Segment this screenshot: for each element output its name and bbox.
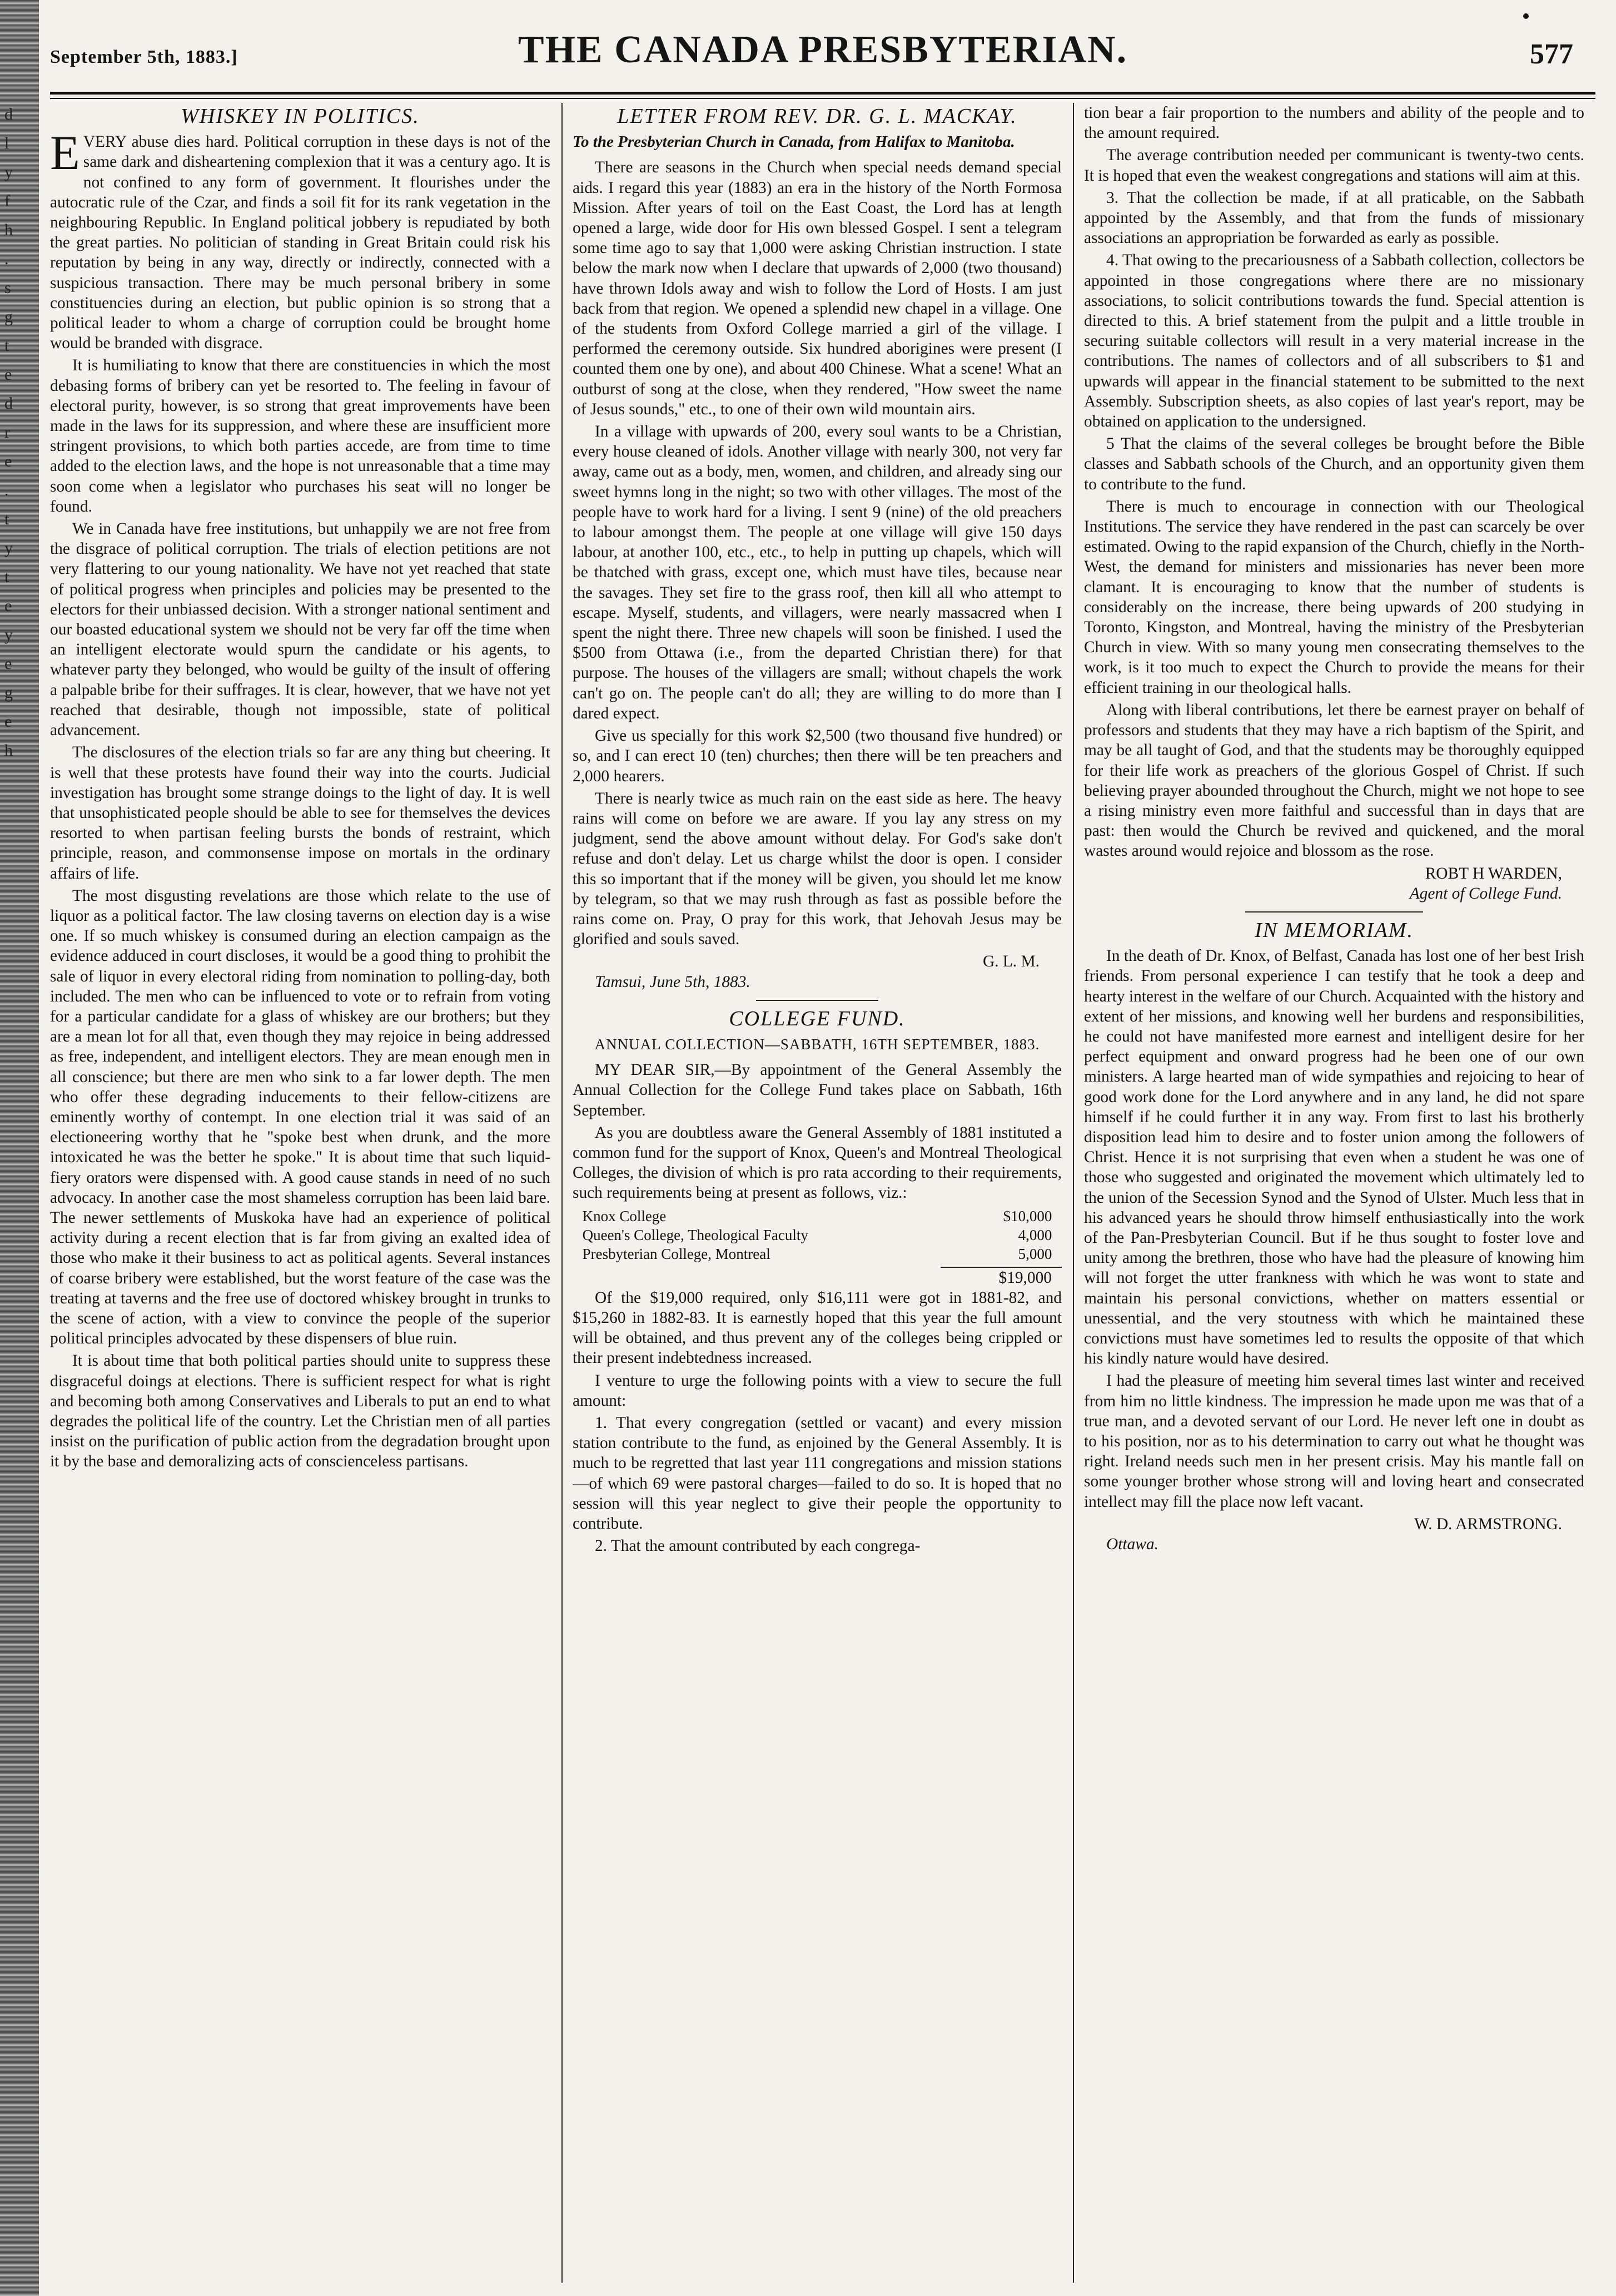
margin-fragment: s — [4, 279, 11, 297]
margin-fragment: h — [4, 221, 13, 239]
table-row — [583, 1226, 1052, 1244]
article-paragraph: I venture to urge the following points with a view to secure the full amount: — [573, 1371, 1062, 1410]
fund-amount: $10,000 — [1003, 1207, 1052, 1224]
article-paragraph: 1. That every congregation (settled or vacant) and every mission station contribute to the fund, as enjoined by the General Assembly. It is much to be regretted that last year 111 congregations and mission stations—of which 69 were pastoral charges—failed to do so. It is hoped that no session will this year neglect to give their people the opportunity to contribute. — [573, 1414, 1062, 1533]
article-paragraph: Of the $19,000 required, only $16,111 were got in 1881-82, and $15,260 in 1882-83. It is earnestly hoped that this year the full amount will be obtained, and thus prevent any of the colleges being crippled or their present indebtedness increased. — [573, 1288, 1062, 1367]
article-title-mackay: LETTER FROM REV. DR. G. L. MACKAY. — [617, 105, 1017, 128]
article-paragraph: There is nearly twice as much rain on the east side as here. The heavy rains will come on before we are aware. If you lay any stress on my judgment, send the above amount without delay. For God's sake don't refuse and don't delay. Let us charge whilst the door is open. I consider this so important that if the money will be given, you should let me know by telegram, so that we may rush through as fast as possible before the rains come on. Pray, O pray for this work, that Jehovah Jesus may be glorified and souls saved. — [573, 789, 1062, 949]
column-2 — [573, 103, 1062, 2285]
article-paragraph: There are seasons in the Church when special needs demand special aids. I regard this year (1883) an era in the history of the North Formosa Mission. After years of toil on the East Coast, the Lord has at length opened a large, wide door for His own blessed Gospel. I sent a telegram some time ago to say that 1,000 were asking Christian instruction. I state below the mark now when I declare that upwards of 2,000 (two thousand) have thrown Idols away and wish to follow the Lord of Hosts. I am just back from that region. We opened a splendid new chapel in a village. One of the students from Oxford College married a girl of the village. I performed the ceremony outside. Six hundred aborigines were present (I counted them one by one), and about 400 Chinese. What a scene! What an outburst of song at the close, when they rendered, "How sweet the name of Jesus sounds," etc., to one of their own wild mountain airs. — [573, 158, 1062, 418]
collection-date-line: ANNUAL COLLECTION—SABBATH, 16TH SEPTEMBER, 1883. — [594, 1035, 1040, 1053]
page-number: 577 — [1530, 38, 1573, 70]
margin-fragment: . — [4, 481, 9, 499]
margin-fragment: y — [4, 163, 13, 181]
memoriam-place: Ottawa. — [1106, 1535, 1158, 1554]
fund-total: $19,000 — [941, 1267, 1062, 1288]
article-paragraph: tion bear a fair proportion to the numbers and ability of the people and to the amount required. — [1084, 104, 1584, 142]
letter-salutation: To the Presbyterian Church in Canada, from Halifax to Manitoba. — [573, 133, 1015, 151]
margin-fragment: t — [4, 568, 9, 586]
column-divider — [1073, 103, 1074, 2283]
letter-dateline: Tamsui, June 5th, 1883. — [595, 973, 750, 991]
article-paragraph — [50, 126, 550, 353]
article-paragraph: The average contribution needed per communicant is twenty-two cents. It is hoped that even the weakest congregations and stations will aim at this. — [1084, 146, 1584, 185]
article-paragraph: Along with liberal contributions, let there be earnest prayer on behalf of professors and students that they may have a rich baptism of the Spirit, and may be all taught of God, and that the students may be thoroughly equipped for their life work as preachers of the glorious Gospel of Christ. If such believing prayer abounded throughout the Church, might we not hope to see a rising ministry even more faithful and successful than in days that are past: then would the Church be revived and quickened, and the moral wastes around would rejoice and blossom as the rose. — [1084, 701, 1584, 860]
article-paragraph: I had the pleasure of meeting him several times last winter and received from him no little kindness. The impression he made upon me was that of a true man, and a devoted servant of our Lord. He never left one in doubt as to his position, nor as to his determination to carry out what he thought was right. Ireland needs such men in her present crisis. May his mantle fall on some younger brother whose strong will and loving heart and consecrated intellect may fill the place now left vacant. — [1084, 1372, 1584, 1511]
fund-table — [583, 1207, 1052, 1263]
article-paragraph: We in Canada have free institutions, but unhappily we are not free from the disgrace of political corruption. The trials of election petitions are not very flattering to our young nationality. We have not yet reached that state of political progress when principles and policies may be presented to the electors for their unbiassed decision. With a stronger national sentiment and our boasted educational system we should not be very far off the time when an intelligent electorate would spurn the candidate or his agents, to whatever party they belonged, who would be guilty of the insult of offering a palpable bribe for their suffrages. It is clear, however, that we have not yet reached that desirable, though not impossible, state of political advancement. — [50, 520, 550, 740]
fund-label: Knox College — [582, 1207, 667, 1224]
margin-fragment: e — [4, 365, 12, 384]
fund-amount: 4,000 — [1018, 1226, 1052, 1243]
margin-fragment: g — [4, 308, 13, 326]
table-row — [583, 1244, 1052, 1263]
article-paragraph: The most disgusting revelations are those which relate to the use of liquor as a political factor. The law closing taverns on election day is a wise one. If so much whiskey is consumed during an election campaign as the evidence adduced in court discloses, it would be a good thing to prohibit the sale of liquor in every electoral riding from nomination to polling-day, both included. The men who can be influenced to vote or to refrain from voting for a particular candidate for a glass of whiskey are our brothers; but they are a mean lot for all that, even though they may rejoice in being addressed as free, independent, and intelligent electors. They are mean enough men in all conscience; but there are men who sink to a far lower depth. The men who offer these degrading inducements to their fellow-citizens are eminently worthy of contempt. In one election trial it was said of an electioneering worthy that he "spoke best when drunk, and the more intoxicated he was the better he spoke." It is about time that such liquid-fiery orators were dispensed with. A good cause stands in need of no such advocacy. In another case the most shameless corruption has been laid bare. The newer settlements of Muskoka have had an experience of political activity during a recent election that is far from giving an exalted idea of those who make it their business to act as political agents. Several instances of coarse bribery were established, but the worst feature of the case was the treating at taverns and the free use of doctored whiskey brought in trunks to the scene of action, with a view to convince the people of the superior political principles advocated by these dispensers of blue ruin. — [50, 886, 550, 1348]
article-title-memoriam: IN MEMORIAM. — [1255, 918, 1414, 942]
paragraph-text: VERY abuse dies hard. Political corruption in these days is not of the same dark and disheartening complexion that it was a century ago. It is not confined to any form of government. It flourishes under the autocratic rule of the Czar, and finds a soil fit for its rank vegetation in the neighbouring Republic. In England political jobbery is repudiated by both the great parties. No politician of standing in Great Britain could risk his reputation by being in any way, directly or indirectly, connected with a suspicious transaction. There may be much personal bribery in some constituencies during an election, but public opinion is so strong that a political leader to whom a charge of corruption could be brought home would be branded with disgrace. — [50, 133, 550, 353]
article-paragraph: It is about time that both political parties should unite to suppress these disgraceful doings at elections. There is sufficient respect for what is right and becoming both among Conservatives and Liberals to put an end to what degrades the political life of the country. Let the Christian men of all parties insist on the purification of public action from the degradation brought upon it by the base and demoralizing acts of conscienceless partisans. — [50, 1352, 550, 1471]
margin-fragment: l — [4, 134, 9, 152]
margin-fragment: e — [4, 712, 12, 731]
masthead — [50, 0, 1595, 89]
margin-fragment: e — [4, 597, 12, 615]
article-paragraph: The disclosures of the election trials so far are any thing but cheering. It is well that these protests have found their way into the courts. Judicial investigation has brought some strange doings to the light of day. It is well that unsophisticated people should be able to see for themselves the devices resorted to when partisan feeling bursts the bonds of restraint, which principle, reason, and commonsense impose on mortals in the ordinary affairs of life. — [50, 743, 550, 882]
ink-dot — [1523, 13, 1529, 19]
letter-signature: G. L. M. — [982, 953, 1040, 971]
margin-fragment: y — [4, 626, 13, 644]
margin-fragment: h — [4, 741, 13, 760]
margin-fragments — [4, 100, 16, 765]
margin-fragment: f — [4, 192, 10, 210]
margin-fragment: t — [4, 336, 9, 355]
column-3 — [1084, 103, 1584, 2285]
article-paragraph: As you are doubtless aware the General Assembly of 1881 instituted a common fund for the support of Knox, Queen's and Montreal Theological Colleges, the division of which is pro rata according to their requirements, such requirements being at present as follows, viz.: — [573, 1123, 1062, 1202]
article-paragraph: 5 That the claims of the several colleges be brought before the Bible classes and Sabbath schools of the Church, and an opportunity given them to contribute to the fund. — [1084, 435, 1584, 493]
margin-fragment: d — [4, 105, 13, 123]
article-paragraph: In the death of Dr. Knox, of Belfast, Canada has lost one of her best Irish friends. From personal experience I can testify that he took a deep and hearty interest in the welfare of our Church. Acquainted with the history and extent of her missions, and knowing well her burdens and responsibilities, he could not have manifested more earnest and intelligent desire for her perfect equipment and onward progress had he been one of our own ministers. A large hearted man of wide sympathies and rejoicing to hear of good work done for the Lord anywhere and in any land, he did not spare himself if he could further it in any way. From first to last his brotherly disposition lead him to desire and to foster union among the followers of Christ. Hence it is not surprising that even when a student he was one of those who suggested and originated the movement which ultimately led to the union of the Secession Synod and the Synod of Ulster. Much less that in his advanced years he should throw himself enthusiastically into the work of the Pan-Presbyterian Council. But if he thus sought to foster love and unity among the brethren, those who have had the pleasure of knowing him will not forget the utter frankness with which he was wont to state and maintain his personal convictions, whether on matters essential or unessential, and the very stoutness with which he maintained these convictions must have sometimes led to results the opposite of that which his kindly nature would have desired. — [1084, 947, 1584, 1368]
column-divider — [561, 103, 563, 2283]
fund-label: Presbyterian College, Montreal — [582, 1245, 770, 1262]
article-paragraph: 3. That the collection be made, if at all praticable, on the Sabbath appointed by the Assembly, and that from the funds of missionary associations an appropriation be forwarded as early as possible. — [1084, 189, 1584, 247]
article-paragraph: It is humiliating to know that there are constituencies in which the most debasing forms of bribery can yet be resorted to. The feeling in favour of electoral purity, however, is so strong that great improvements have been made in the laws for its suppression, and where these are insufficient more stringent provisions, to which both parties accede, are from time to time added to the election laws, and the hope is not unreasonable that a time may soon come when a legislator who purchases his seat will no longer be found. — [50, 356, 550, 515]
article-paragraph: 4. That owing to the precariousness of a Sabbath collection, collectors be appointed in those congregations where there are no missionary associations, to solicit contributions towards the fund. Special attention is directed to this. A brief statement from the pulpit and a little trouble in securing suitable collectors will result in a very material increase in the contributions. The names of collectors and of all subscribers to $1 and upwards will appear in the financial statement to be submitted to the next Assembly. Subscription sheets, as also copies of last year's report, may be obtained on application to the undersigned. — [1084, 251, 1584, 431]
header-rule-thin — [50, 98, 1595, 99]
column-1 — [50, 103, 550, 2285]
section-divider — [1245, 911, 1423, 913]
memoriam-signature: W. D. ARMSTRONG. — [1414, 1515, 1562, 1533]
article-paragraph: In a village with upwards of 200, every soul wants to be a Christian, every house cleaned of idols. Another village with nearly 300, not very far away, came out as a body, men, women, and children, and already sing our sweet hymns long in the night; so two with other villages. The most of the people have to work hard for a living. I sent 9 (nine) of the old preachers to labour amongst them. The people at one village will give 150 days labour, at another 100, etc., etc., to help in putting up chapels, which will be thatched with grass, except one, which must have tiles, because near the savages. They set fire to the grass roof, then kill all who attempt to escape. Myself, students, and villagers, were nearly massacred when I spent the night there. Three new chapels will soon be finished. I used the $500 from Ottawa (i.e., from the departed Christian there) for that purpose. The houses of the villagers are small; without chapels the work can't go on. The people can't do all; they are willing to do more than I dared expect. — [573, 423, 1062, 722]
margin-fragment: d — [4, 394, 13, 413]
publication-title: THE CANADA PRESBYTERIAN. — [518, 28, 1128, 71]
article-paragraph: There is much to encourage in connection with our Theological Institutions. The service they have rendered in the past can scarcely be over estimated. Owing to the rapid expansion of the Church, chiefly in the North-West, the demand for ministers and missionaries has never been more clamant. It is encouraging to know that the number of students is considerably on the increase, there being upwards of 200 studying in Toronto, Kingston, and Montreal, having the ministry of the Presbyterian Church in view. With so many young men consecrating themselves to the work, is it too much to expect the Church to provide the means for their efficient training in our theological halls. — [1084, 497, 1584, 697]
article-paragraph: Give us specially for this work $2,500 (two thousand five hundred) or so, and I can erect 10 (ten) churches; then there will be ten preachers and 2,000 hearers. — [573, 727, 1062, 785]
margin-fragment: . — [4, 250, 9, 268]
margin-fragment: e — [4, 654, 12, 673]
section-divider — [756, 1000, 878, 1001]
margin-fragment: g — [4, 683, 13, 702]
fund-amount: 5,000 — [1018, 1245, 1052, 1262]
article-title-college-fund: COLLEGE FUND. — [729, 1006, 906, 1030]
article-paragraph: 2. That the amount contributed by each congrega- — [595, 1537, 921, 1555]
margin-fragment: y — [4, 539, 13, 557]
fund-signature-title: Agent of College Fund. — [1409, 884, 1562, 902]
issue-date: September 5th, 1883.] — [50, 47, 238, 67]
fund-label: Queen's College, Theological Faculty — [582, 1226, 808, 1243]
header-rule — [50, 92, 1595, 95]
margin-fragment: r — [4, 423, 10, 442]
fund-signature: ROBT H WARDEN, — [1425, 864, 1562, 882]
table-row — [583, 1207, 1052, 1226]
drop-cap: E — [50, 126, 80, 181]
article-paragraph: MY DEAR SIR,—By appointment of the General Assembly the Annual Collection for the College Fund takes place on Sabbath, 16th September. — [573, 1061, 1062, 1119]
margin-fragment: e — [4, 452, 12, 470]
newspaper-page — [50, 0, 1595, 2296]
margin-fragment: t — [4, 510, 9, 528]
article-title-whiskey: WHISKEY IN POLITICS. — [181, 105, 420, 128]
